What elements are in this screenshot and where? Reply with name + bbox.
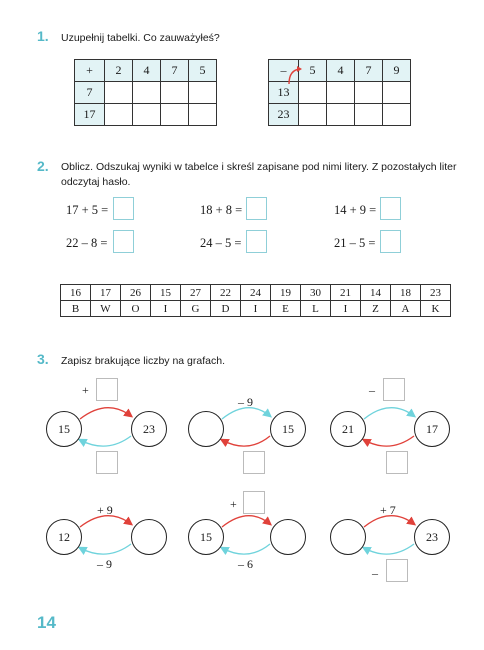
- expression: 24 – 5 =: [200, 236, 242, 250]
- table-header: 4: [133, 60, 161, 82]
- table-header: 7: [161, 60, 189, 82]
- graph-node-right: 23: [131, 411, 167, 447]
- graph-bottom-op: – 9: [97, 557, 112, 571]
- table-row-header: 13: [269, 82, 299, 104]
- task2-instruction-line1: Oblicz. Odszukaj wyniki w tabelce i skreśl zapisane pod nimi litery. Z pozostałych liter: [61, 161, 457, 173]
- code-number: 16: [61, 285, 91, 301]
- code-number: 24: [241, 285, 271, 301]
- code-letter[interactable]: L: [301, 301, 331, 317]
- table-header: 4: [327, 60, 355, 82]
- code-letter[interactable]: A: [391, 301, 421, 317]
- code-number: 30: [301, 285, 331, 301]
- table-row-header: 7: [75, 82, 105, 104]
- expression: 18 + 8 =: [200, 203, 243, 217]
- code-letter[interactable]: I: [331, 301, 361, 317]
- graph-answer-box[interactable]: [386, 559, 408, 582]
- graph-answer-box[interactable]: [243, 491, 265, 514]
- code-number: 21: [331, 285, 361, 301]
- code-number: 14: [361, 285, 391, 301]
- code-number: 26: [121, 285, 151, 301]
- graph-answer-box[interactable]: [386, 451, 408, 474]
- expression: 21 – 5 =: [334, 236, 376, 250]
- code-letter[interactable]: W: [91, 301, 121, 317]
- graph-answer-box[interactable]: [383, 378, 405, 401]
- graph-node-left[interactable]: [188, 411, 224, 447]
- graph-answer-box[interactable]: [96, 378, 118, 401]
- table-row-header: 23: [269, 104, 299, 126]
- graph-answer-box[interactable]: [243, 451, 265, 474]
- graph-node-left: 15: [188, 519, 224, 555]
- task2-instruction-line2: odczytaj hasło.: [61, 176, 131, 188]
- graph-top-op: +: [82, 383, 89, 397]
- graph-answer-box[interactable]: [96, 451, 118, 474]
- expression: 17 + 5 =: [66, 203, 109, 217]
- code-letter[interactable]: B: [61, 301, 91, 317]
- task3-instruction: Zapisz brakujące liczby na grafach.: [61, 355, 225, 367]
- graph-top-op: + 7: [380, 503, 396, 517]
- table-header: 5: [189, 60, 217, 82]
- table-row-header: 17: [75, 104, 105, 126]
- table-header: 2: [105, 60, 133, 82]
- graph-node-right[interactable]: [270, 519, 306, 555]
- code-number: 22: [211, 285, 241, 301]
- graph-node-right: 15: [270, 411, 306, 447]
- graph-node-left: 12: [46, 519, 82, 555]
- graph-bottom-op: –: [372, 566, 378, 580]
- graph-top-op: + 9: [97, 503, 113, 517]
- task3-number: 3.: [37, 351, 49, 367]
- task1-number: 1.: [37, 28, 49, 44]
- code-letter[interactable]: O: [121, 301, 151, 317]
- table-op: +: [75, 60, 105, 82]
- code-number: 23: [421, 285, 451, 301]
- graph-bottom-op: – 6: [238, 557, 253, 571]
- code-letter[interactable]: Z: [361, 301, 391, 317]
- code-number: 15: [151, 285, 181, 301]
- code-number: 19: [271, 285, 301, 301]
- page-number: 14: [37, 613, 56, 632]
- code-number: 17: [91, 285, 121, 301]
- code-letter[interactable]: I: [151, 301, 181, 317]
- code-letter[interactable]: K: [421, 301, 451, 317]
- graph-node-right[interactable]: [131, 519, 167, 555]
- graph-top-op: –: [369, 383, 375, 397]
- code-number: 27: [181, 285, 211, 301]
- table-header: 9: [383, 60, 411, 82]
- task2-number: 2.: [37, 158, 49, 174]
- expression: 14 + 9 =: [334, 203, 377, 217]
- table-header: 5: [299, 60, 327, 82]
- table-header: 7: [355, 60, 383, 82]
- code-letter[interactable]: D: [211, 301, 241, 317]
- code-number: 18: [391, 285, 421, 301]
- table-op: –: [269, 60, 299, 82]
- task1-instruction: Uzupełnij tabelki. Co zauważyłeś?: [61, 32, 220, 44]
- code-letter[interactable]: E: [271, 301, 301, 317]
- graph-top-op: +: [230, 497, 237, 511]
- graph-top-op: – 9: [238, 395, 253, 409]
- graph-node-left: 21: [330, 411, 366, 447]
- code-letter[interactable]: I: [241, 301, 271, 317]
- graph-node-left: 15: [46, 411, 82, 447]
- graph-node-right: 23: [414, 519, 450, 555]
- graph-node-right: 17: [414, 411, 450, 447]
- graph-node-left[interactable]: [330, 519, 366, 555]
- code-letter[interactable]: G: [181, 301, 211, 317]
- expression: 22 – 8 =: [66, 236, 108, 250]
